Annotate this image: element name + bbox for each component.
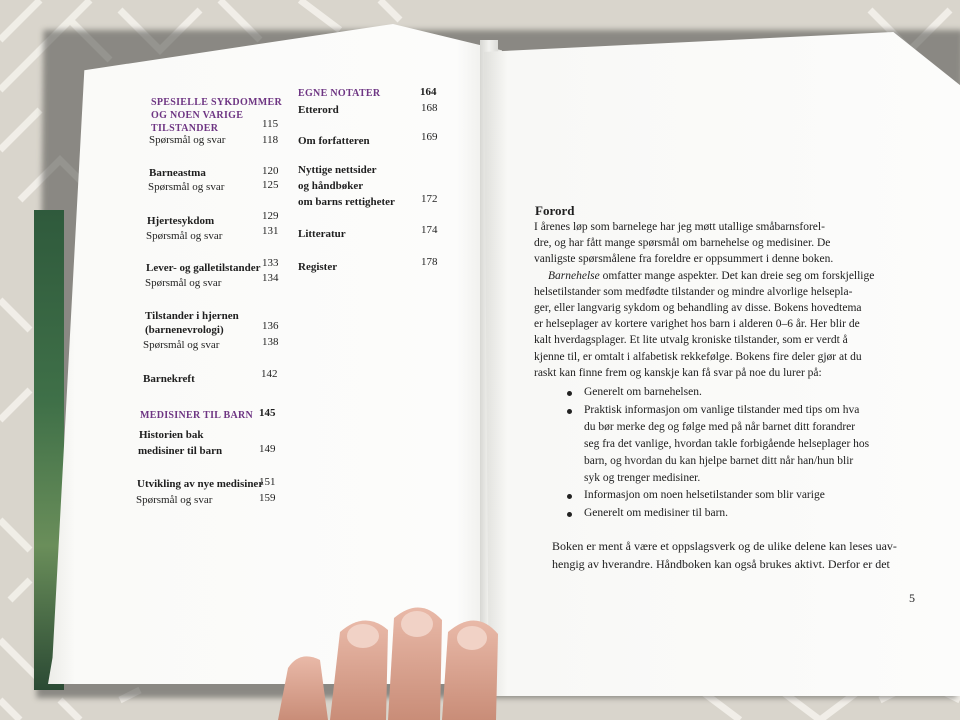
- toc-page-number: 159: [259, 492, 276, 504]
- fingernail: [347, 624, 379, 648]
- bullet-line: Informasjon om noen helsetilstander som blir varige: [584, 489, 825, 501]
- toc-entry: Spørsmål og svar: [149, 134, 226, 146]
- toc-entry-line2: medisiner til barn: [138, 445, 223, 457]
- preface-line: Barnehelse omfatter mange aspekter. Det kan dreie seg om forskjellige: [548, 269, 875, 282]
- preface-line: I årenes løp som barnelege har jeg møtt utallige småbarnsforel-: [534, 221, 825, 233]
- toc-entry: Nyttige nettsider: [298, 164, 377, 176]
- fingernail: [401, 611, 433, 637]
- toc-entry: Tilstander i hjernen: [145, 310, 239, 322]
- toc-entry-line2: (barnenevrologi): [145, 324, 224, 336]
- toc-page-number: 164: [420, 86, 437, 98]
- toc-entry: Utvikling av nye medisiner: [137, 478, 264, 490]
- toc-page-number: 118: [262, 134, 279, 146]
- toc-entry: Hjertesykdom: [147, 215, 215, 227]
- toc-page-number: 172: [421, 193, 438, 205]
- toc-entry: Spørsmål og svar: [145, 277, 222, 289]
- italic-term: Barnehelse: [548, 269, 600, 282]
- bullet-dot: [567, 512, 572, 517]
- toc-page-number: 168: [421, 102, 438, 114]
- bullet-line: Praktisk informasjon om vanlige tilstander med tips om hva: [584, 403, 860, 416]
- bullet-line: seg fra det vanlige, hvordan takle forbigående helseplager hos: [584, 437, 870, 450]
- fingernail: [457, 626, 487, 650]
- toc-page-number: 151: [259, 476, 276, 488]
- toc-entry-line3: om barns rettigheter: [298, 196, 395, 208]
- closing-line: Boken er ment å være et oppslagsverk og de ulike delene kan leses uav-: [552, 539, 897, 553]
- toc-entry-line2: og håndbøker: [298, 180, 364, 192]
- preface-line: kjenne til, er omtalt i alfabetisk rekkefølge. Bokens fire deler gjør at du: [534, 350, 862, 363]
- toc-page-number: 129: [262, 210, 279, 222]
- preface-line: helsetilstander som medfødte tilstander og mindre alvorlige helsepla-: [534, 285, 853, 298]
- toc-page-number: 131: [262, 225, 279, 237]
- toc-entry: Spørsmål og svar: [146, 230, 223, 242]
- toc-heading-egne-notater: EGNE NOTATER: [298, 88, 381, 99]
- toc-page-number: 174: [421, 224, 438, 236]
- toc-entry: Register: [298, 261, 338, 273]
- toc-entry: Spørsmål og svar: [136, 494, 213, 506]
- toc-page-number: 149: [259, 443, 276, 455]
- toc-entry: Barneastma: [149, 167, 206, 179]
- bullet-line: du bør merke deg og følge med på når barnet ditt forandrer: [584, 420, 856, 433]
- toc-heading-spesielle-line2: OG NOEN VARIGE: [151, 110, 244, 121]
- toc-entry: Om forfatteren: [298, 135, 370, 147]
- bullet-line: syk og trenger medisiner.: [584, 471, 701, 484]
- toc-entry: Historien bak: [139, 429, 204, 441]
- toc-page-number: 120: [262, 165, 279, 177]
- toc-page-number: 142: [261, 368, 278, 380]
- toc-entry: Etterord: [298, 104, 339, 116]
- toc-entry: Lever- og galletilstander: [146, 262, 261, 274]
- toc-entry: Spørsmål og svar: [148, 181, 225, 193]
- toc-page-number: 169: [421, 131, 438, 143]
- bullet-line: barn, og hvordan du kan hjelpe barnet ditt når han/hun blir: [584, 454, 854, 467]
- bullet-line: Generelt om medisiner til barn.: [584, 506, 729, 519]
- page-number: 5: [909, 591, 915, 605]
- preface-line: vanligste spørsmålene fra foreldre er oppsummert i denne boken.: [534, 253, 834, 266]
- toc-page-number: 115: [262, 118, 279, 130]
- closing-line: hengig av hverandre. Håndboken kan også brukes aktivt. Derfor er det: [552, 557, 890, 571]
- preface-heading: Forord: [535, 203, 575, 218]
- toc-heading-spesielle: SPESIELLE SYKDOMMER: [151, 97, 283, 108]
- preface-line: er helseplager av kortere varighet hos barn i alderen 0–6 år. Her blir de: [534, 318, 860, 331]
- bullet-dot: [567, 391, 572, 396]
- toc-heading-medisiner: MEDISINER TIL BARN: [140, 410, 254, 421]
- toc-page-number: 178: [421, 256, 438, 268]
- toc-page-number: 136: [262, 320, 279, 332]
- pinky-finger: [278, 656, 328, 720]
- toc-entry: Spørsmål og svar: [143, 339, 220, 351]
- preface-line: ger, eller langvarig sykdom og behandling av disse. Bokens hovedtema: [534, 302, 862, 314]
- preface-line: kalt hverdagsplager. Et lite utvalg kroniske tilstander, som er verdt å: [534, 334, 848, 347]
- bullet-line: Generelt om barnehelsen.: [584, 386, 702, 398]
- toc-page-number: 125: [262, 179, 279, 191]
- toc-page-number: 133: [262, 257, 279, 269]
- toc-entry: Barnekreft: [143, 373, 195, 385]
- toc-page-number: 138: [262, 336, 279, 348]
- toc-entry: Litteratur: [298, 228, 346, 240]
- preface-line: raskt kan finne frem og kanskje kan få svar på noe du lurer på:: [534, 366, 822, 379]
- preface-line: dre, og har fått mange spørsmål om barnehelse og medisiner. De: [534, 237, 831, 250]
- bullet-dot: [567, 494, 572, 499]
- toc-page-number: 134: [262, 272, 279, 284]
- toc-heading-spesielle-line3: TILSTANDER: [151, 123, 219, 134]
- hand-fingers: [270, 590, 510, 720]
- bullet-dot: [567, 409, 572, 414]
- toc-page-number: 145: [259, 407, 276, 419]
